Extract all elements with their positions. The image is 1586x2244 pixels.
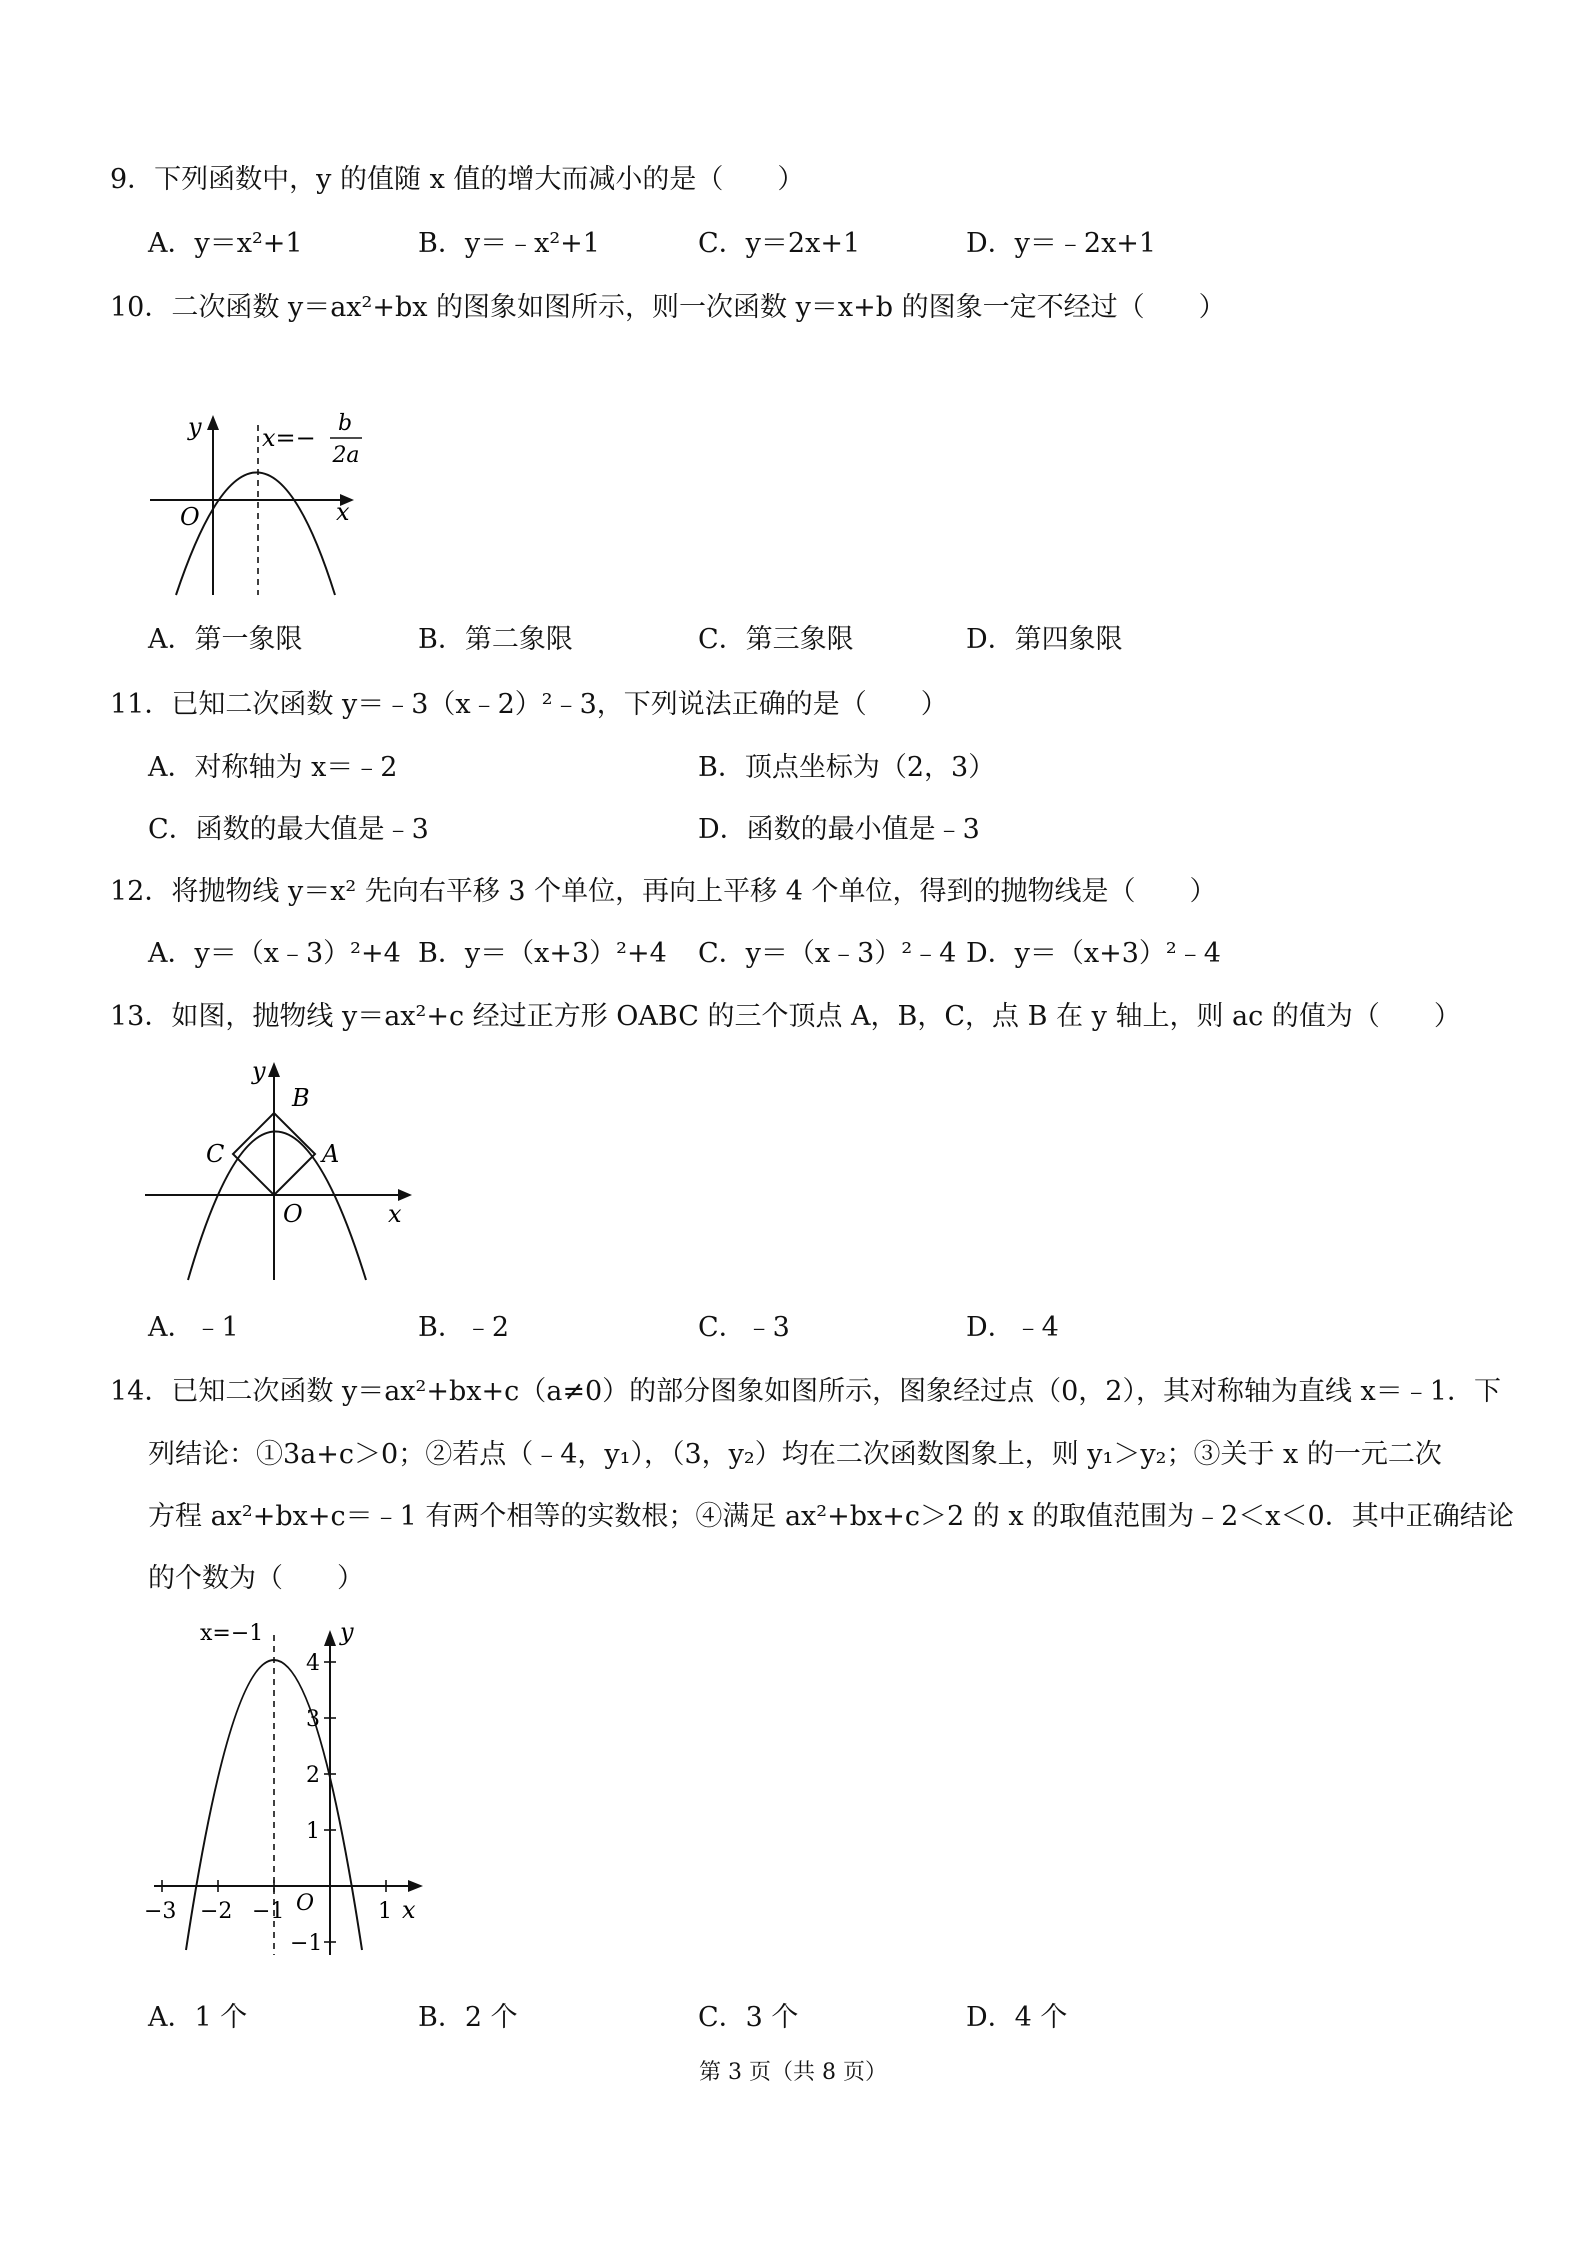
- q14-option-d: D．4 个: [966, 2002, 1068, 2033]
- page-footer: 第 3 页（共 8 页）: [699, 2060, 887, 2085]
- q13-c-label: C: [206, 1140, 225, 1168]
- q14-xtick-neg2: −2: [200, 1899, 233, 1924]
- q14-ytick-4: 4: [306, 1651, 320, 1676]
- q9-option-a: A．y＝x²+1: [148, 228, 303, 259]
- question-14-options: [148, 1996, 1488, 2040]
- question-14-line3: 方程 ax²+bx+c＝﹣1 有两个相等的实数根；④满足 ax²+bx+c＞2 的 x 的取值范围为﹣2＜x＜0．其中正确结论: [148, 1501, 1514, 1532]
- q10-option-d: D．第四象限: [966, 624, 1123, 655]
- q13-x-label: x: [388, 1200, 402, 1228]
- question-14-line2: 列结论：①3a+c＞0；②若点（﹣4，y₁），（3，y₂）均在二次函数图象上，则 y₁＞y₂；③关于 x 的一元二次: [148, 1439, 1442, 1470]
- q10-parabola-figure: [140, 400, 380, 600]
- question-11-options-row2: [148, 808, 1488, 852]
- question-10-options: [148, 618, 1488, 662]
- q11-option-c: C．函数的最大值是﹣3: [148, 814, 429, 845]
- q9-option-c: C．y＝2x+1: [698, 228, 861, 259]
- q14-ytick-1: 1: [306, 1819, 320, 1844]
- q14-ytick-2: 2: [306, 1763, 320, 1788]
- question-14-line4: 的个数为（ ）: [148, 1563, 364, 1594]
- question-12-stem: 12．将抛物线 y＝x² 先向右平移 3 个单位，再向上平移 4 个单位，得到的抛物线是（ ）: [110, 876, 1217, 907]
- q14-ytick-3: 3: [306, 1707, 320, 1732]
- q14-option-b: B．2 个: [418, 2002, 518, 2033]
- q14-origin-label: O: [296, 1891, 315, 1916]
- q9-option-b: B．y＝﹣x²+1: [418, 228, 600, 259]
- q14-axis-text: x=−1: [200, 1621, 264, 1646]
- q13-a-label: A: [322, 1140, 340, 1168]
- q10-axis-label: x=−: [262, 424, 316, 452]
- q13-option-c: C．﹣3: [698, 1312, 790, 1343]
- q9-option-d: D．y＝﹣2x+1: [966, 228, 1157, 259]
- q10-frac-num: b: [337, 411, 353, 436]
- q12-option-a: A．y＝（x﹣3）²+4: [148, 938, 401, 969]
- q10-origin-label: O: [180, 503, 200, 531]
- q13-o-label: O: [283, 1200, 303, 1228]
- q14-xtick-neg3: −3: [144, 1899, 177, 1924]
- q13-square-parabola-figure: [140, 1055, 420, 1285]
- question-14-line1: 14．已知二次函数 y＝ax²+bx+c（a≠0）的部分图象如图所示，图象经过点（0，2），其对称轴为直线 x＝﹣1．下: [110, 1376, 1501, 1407]
- q14-xtick-1: 1: [378, 1899, 392, 1924]
- question-13-options: [148, 1306, 1488, 1350]
- question-12-options: [148, 932, 1488, 976]
- question-13-stem: 13．如图，抛物线 y＝ax²+c 经过正方形 OABC 的三个顶点 A，B，C，点 B 在 y 轴上，则 ac 的值为（ ）: [110, 1001, 1461, 1032]
- q12-option-d: D．y＝（x+3）²﹣4: [966, 938, 1221, 969]
- q10-frac-den: 2a: [332, 443, 360, 468]
- q10-option-a: A．第一象限: [148, 624, 303, 655]
- q13-y-label: y: [252, 1057, 266, 1085]
- q12-option-c: C．y＝（x﹣3）²﹣4: [698, 938, 957, 969]
- q13-b-label: B: [292, 1084, 310, 1112]
- q14-option-c: C．3 个: [698, 2002, 799, 2033]
- q11-option-b: B．顶点坐标为（2，3）: [698, 752, 996, 783]
- question-11-options-row1: [148, 746, 1488, 790]
- question-10-stem: 10．二次函数 y＝ax²+bx 的图象如图所示，则一次函数 y＝x+b 的图象一定不经过（ ）: [110, 292, 1226, 323]
- q12-option-b: B．y＝（x+3）²+4: [418, 938, 667, 969]
- q10-y-label: y: [188, 413, 202, 441]
- q13-option-a: A．﹣1: [148, 1312, 239, 1343]
- q11-option-a: A．对称轴为 x＝﹣2: [148, 752, 398, 783]
- q10-x-label: x: [336, 498, 350, 526]
- q14-x-label: x: [402, 1896, 416, 1924]
- question-9-options: [148, 222, 1488, 266]
- q10-option-b: B．第二象限: [418, 624, 573, 655]
- q10-option-c: C．第三象限: [698, 624, 854, 655]
- q14-option-a: A．1 个: [148, 2002, 248, 2033]
- q14-ytick-neg1: −1: [290, 1931, 323, 1956]
- q13-option-b: B．﹣2: [418, 1312, 510, 1343]
- q14-xtick-neg1: −1: [252, 1899, 285, 1924]
- q14-y-label: y: [340, 1620, 354, 1646]
- q11-option-d: D．函数的最小值是﹣3: [698, 814, 980, 845]
- question-11-stem: 11．已知二次函数 y＝﹣3（x﹣2）²﹣3，下列说法正确的是（ ）: [110, 689, 948, 720]
- question-9-stem: 9．下列函数中，y 的值随 x 值的增大而减小的是（ ）: [110, 164, 805, 195]
- q13-option-d: D．﹣4: [966, 1312, 1059, 1343]
- q14-parabola-figure: [140, 1620, 440, 1960]
